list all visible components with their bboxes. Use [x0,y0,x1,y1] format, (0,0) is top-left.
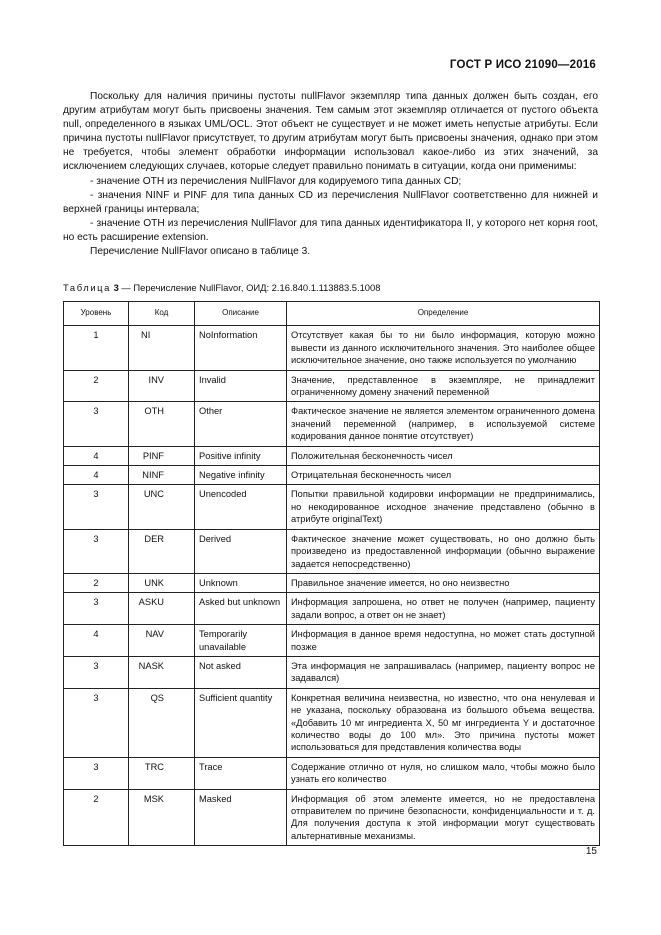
table-header-row [64,302,600,326]
row-description: Trace [195,757,287,789]
table-row [64,688,600,757]
row-definition: Фактическое значение может существовать, но оно должно быть произведено из предоставленной информации (обычно выражение задается непосредственно) [287,529,600,573]
table-row [64,656,600,688]
row-level: 3 [64,656,129,688]
row-description: Derived [195,529,287,573]
row-code: NAV [129,625,195,657]
bullet-oth-cd: - значение OTH из перечисления NullFlavor для кодируемого типа данных CD; [90,175,462,187]
row-description: Unencoded [195,485,287,529]
row-code: DER [129,529,195,573]
row-code: NINF [129,466,195,485]
row-level: 4 [64,446,129,465]
row-description: Negative infinity [195,466,287,485]
nullflavor-table [63,301,600,846]
table-row [64,625,600,657]
header-level: Уровень [64,302,129,326]
row-level: 3 [64,757,129,789]
table-row [64,573,600,592]
table-row [64,529,600,573]
header-code: Код [129,302,195,326]
row-description: Sufficient quantity [195,688,287,757]
row-code: NI [129,326,195,370]
table-row [64,789,600,846]
row-definition: Эта информация не запрашивалась (например, пациенту вопрос не задавался) [287,656,600,688]
row-definition: Попытки правильной кодировки информации не предпринимались, но некодированное исходное значение представлено (обычно в атрибуте originalText) [287,485,600,529]
table-row [64,402,600,446]
table-body [64,326,600,846]
page-number: 15 [585,846,597,857]
row-description: Invalid [195,370,287,402]
row-code: UNC [129,485,195,529]
row-code: QS [129,688,195,757]
row-level: 4 [64,466,129,485]
row-level: 3 [64,402,129,446]
row-description: Asked but unknown [195,593,287,625]
row-level: 3 [64,529,129,573]
row-definition: Содержание отлично от нуля, но слишком мало, чтобы можно было узнать его количество [287,757,600,789]
row-definition: Отрицательная бесконечность чисел [287,466,600,485]
row-level: 4 [64,625,129,657]
row-definition: Отсутствует какая бы то ни было информация, которую можно вывести из данного исключительного значения. Это наиболее общее исключительное значение, оно также используется по умолчанию [287,326,600,370]
row-definition: Информация запрошена, но ответ не получен (например, пациенту задали вопрос, а ответ он не знает) [287,593,600,625]
row-definition: Фактическое значение не является элементом ограниченного домена значений переменной (например, в используемой системе кодирования данное понятие отсутствует) [287,402,600,446]
row-level: 2 [64,789,129,846]
table-row [64,593,600,625]
row-definition: Правильное значение имеется, но оно неизвестно [287,573,600,592]
row-code: MSK [129,789,195,846]
row-definition: Информация в данное время недоступна, но может стать доступной позже [287,625,600,657]
bullet-ninf-pinf: - значения NINF и PINF для типа данных CD из перечисления NullFlavor соответственно для нижней и верхней границы интервала; [63,189,598,215]
table-row [64,326,600,370]
header-definition: Определение [287,302,600,326]
row-definition: Информация об этом элементе имеется, но не предоставлена отправителем по причине безопасности, конфиденциальности и т. д. Для получения доступа к этой информации могут существовать альтернативные механизмы. [287,789,600,846]
table-row [64,757,600,789]
table-row [64,446,600,465]
table-row [64,466,600,485]
row-code: OTH [129,402,195,446]
row-code: TRC [129,757,195,789]
row-description: NoInformation [195,326,287,370]
row-definition: Конкретная величина неизвестна, но известно, что она ненулевая и не указана, поскольку образована из большого объема вещества. «Добавить 10 мг ингредиента X, 50 мг ингредиента Y и достаточное количество воды до 100 мл». Это причина пустоты может использоваться для представления количества воды [287,688,600,757]
row-level: 3 [64,593,129,625]
row-description: Unknown [195,573,287,592]
row-code: NASK [129,656,195,688]
page-header-standard: ГОСТ Р ИСО 21090—2016 [449,59,596,71]
paragraph-intro: Поскольку для наличия причины пустоты nullFlavor экземпляр типа данных должен быть создан, его другим атрибутам могут быть присвоены значения. Тем самым этот экземпляр отличается от пустого объекта null, определенного в языках UML/OCL. Этот объект не существует и не может иметь непустые атрибуты. Если причина пустоты nullFlavor присутствует, то другим атрибутам могут быть присвоены значения, однако при этом не требуется, чтобы элемент обработки информации использовал какое-либо из этих значений, за исключением следующих случаев, которые следует правильно понимать в ситуации, когда они применимы: [63,91,598,173]
row-definition: Положительная бесконечность чисел [287,446,600,465]
header-description: Описание [195,302,287,326]
row-code: UNK [129,573,195,592]
row-level: 3 [64,688,129,757]
row-description: Positive infinity [195,446,287,465]
row-level: 2 [64,573,129,592]
row-level: 3 [64,485,129,529]
row-definition: Значение, представленное в экземпляре, не принадлежит ограниченному домену значений переменной [287,370,600,402]
table-caption [63,282,380,293]
row-description: Temporarily unavailable [195,625,287,657]
table-row [64,485,600,529]
row-description: Not asked [195,656,287,688]
bullet-oth-ii: - значение OTH из перечисления NullFlavor для типа данных идентификатора II, у которого нет корня root, но есть расширение extension. [63,217,598,243]
row-code: PINF [129,446,195,465]
table-caption-label: Таблица [63,282,111,293]
row-level: 2 [64,370,129,402]
paragraph-table-ref: Перечисление NullFlavor описано в таблице 3. [90,246,311,258]
row-code: INV [129,370,195,402]
row-description: Other [195,402,287,446]
row-level: 1 [64,326,129,370]
table-row [64,370,600,402]
body-text [63,90,598,259]
row-code: ASKU [129,593,195,625]
row-description: Masked [195,789,287,846]
table-caption-text: — Перечисление NullFlavor, ОИД: 2.16.840.1.113883.5.1008 [121,282,381,293]
table-caption-number: 3 [113,282,119,293]
